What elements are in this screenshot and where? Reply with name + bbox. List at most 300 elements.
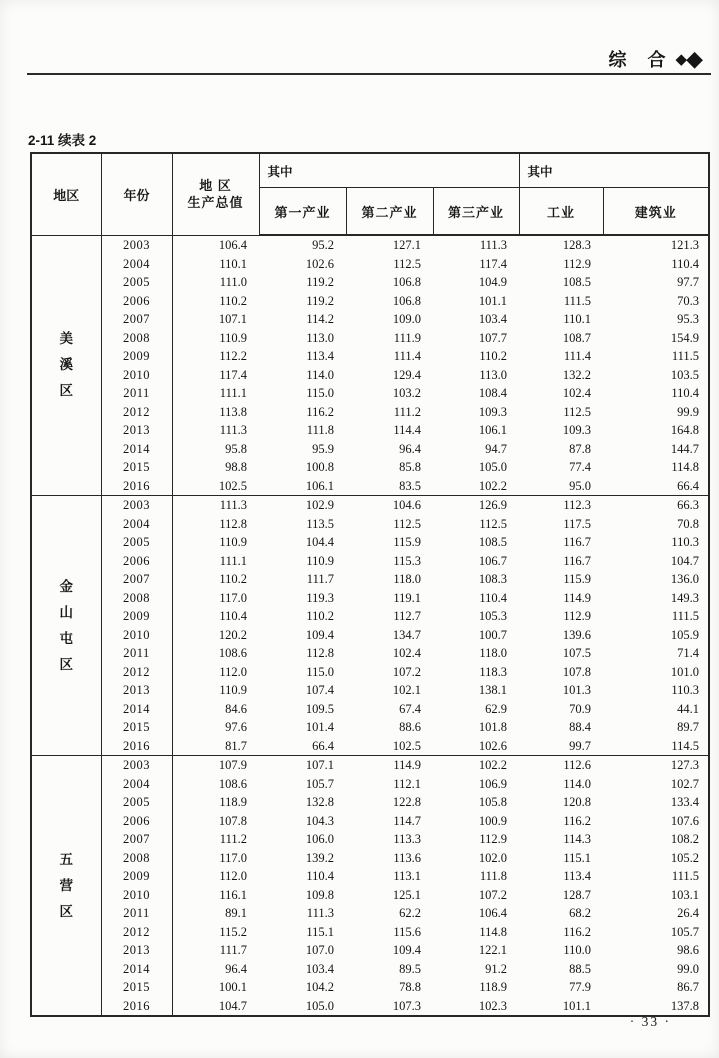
value-cell: 100.1 (218, 980, 247, 994)
year-cell: 2005 (101, 793, 172, 812)
value-cell: 89.5 (399, 961, 421, 976)
table-row (31, 830, 709, 849)
year-cell: 2008 (101, 849, 172, 868)
value-cell: 132.2 (562, 367, 592, 382)
value-cell: 104.7 (670, 553, 700, 568)
value-cell: 114.9 (393, 758, 421, 772)
year-cell: 2014 (101, 440, 172, 459)
table-row (31, 403, 709, 422)
value-cell: 113.4 (306, 349, 334, 363)
value-cell: 107.2 (478, 887, 508, 902)
value-cell: 111.3 (479, 238, 508, 252)
value-cell: 112.9 (479, 832, 508, 846)
value-cell: 139.2 (305, 850, 334, 865)
value-cell: 102.0 (478, 850, 508, 865)
value-cell: 115.3 (393, 553, 421, 568)
value-cell: 107.9 (218, 758, 247, 772)
year-cell: 2004 (101, 255, 172, 274)
value-cell: 111.7 (219, 943, 247, 957)
year-cell: 2012 (101, 923, 172, 942)
value-cell: 91.2 (485, 961, 508, 976)
region-block (31, 756, 709, 1017)
table-title: 2-11 续表 2 (28, 133, 97, 148)
value-cell: 68.2 (569, 906, 592, 920)
diamond-icon: ◆ (675, 51, 688, 68)
value-cell: 112.1 (393, 776, 421, 791)
value-cell: 118.3 (479, 664, 508, 679)
value-cell: 110.1 (219, 256, 247, 271)
value-cell: 111.7 (306, 572, 334, 586)
value-cell: 111.5 (671, 869, 700, 883)
value-cell: 108.5 (478, 535, 508, 549)
year-cell: 2009 (101, 347, 172, 366)
table-row (31, 347, 709, 366)
value-cell: 108.6 (218, 776, 247, 791)
value-cell: 112.2 (219, 349, 247, 363)
table-row (31, 960, 709, 979)
value-cell: 88.5 (569, 961, 592, 976)
value-cell: 107.0 (305, 943, 334, 957)
value-cell: 118.0 (479, 646, 508, 660)
table-row (31, 663, 709, 682)
table-row (31, 552, 709, 571)
value-cell: 112.6 (563, 758, 592, 772)
value-cell: 154.9 (670, 330, 700, 345)
value-cell: 119.2 (306, 293, 334, 308)
value-cell: 117.4 (219, 367, 247, 382)
table-row (31, 255, 709, 274)
value-cell: 101.1 (478, 293, 508, 308)
value-cell: 102.2 (478, 478, 508, 493)
value-cell: 105.3 (478, 609, 508, 623)
value-cell: 87.8 (569, 441, 592, 456)
value-cell: 112.5 (393, 516, 421, 531)
value-cell: 113.0 (306, 330, 334, 345)
value-cell: 95.8 (225, 441, 247, 456)
table-header (31, 153, 709, 235)
value-cell: 113.4 (563, 869, 592, 883)
value-cell: 110.9 (219, 683, 247, 697)
value-cell: 111.8 (479, 869, 508, 883)
value-cell: 105.0 (478, 460, 508, 474)
value-cell: 109.5 (305, 701, 334, 716)
section-title: 综 合 (608, 50, 674, 70)
value-cell: 106.4 (478, 906, 508, 920)
table-row (31, 849, 709, 868)
value-cell: 115.9 (563, 572, 592, 586)
header-rule (27, 73, 711, 75)
value-cell: 127.3 (670, 758, 700, 772)
value-cell: 83.5 (399, 478, 421, 493)
value-cell: 104.7 (218, 998, 247, 1013)
value-cell: 116.1 (219, 887, 247, 902)
value-cell: 111.5 (671, 609, 700, 623)
value-cell: 107.8 (562, 664, 592, 679)
value-cell: 103.5 (670, 367, 700, 382)
value-cell: 111.1 (219, 553, 247, 568)
value-cell: 105.7 (305, 776, 334, 791)
value-cell: 114.9 (563, 590, 592, 605)
value-cell: 113.1 (393, 869, 421, 883)
col-header-gdp (172, 153, 259, 235)
value-cell: 138.1 (478, 683, 508, 697)
year-cell: 2004 (101, 515, 172, 534)
value-cell: 96.4 (225, 961, 247, 976)
value-cell: 110.9 (306, 553, 334, 568)
value-cell: 89.1 (225, 906, 247, 920)
value-cell: 107.7 (478, 330, 508, 345)
value-cell: 113.3 (393, 832, 421, 846)
value-cell: 111.4 (563, 349, 592, 363)
year-cell: 2005 (101, 273, 172, 292)
diamond-icon: ◆ (686, 46, 703, 71)
value-cell: 134.7 (392, 627, 421, 642)
table-row (31, 589, 709, 608)
year-cell: 2008 (101, 589, 172, 608)
value-cell: 103.4 (478, 312, 508, 326)
table-row (31, 941, 709, 960)
header-row-top (31, 153, 709, 188)
table-row (31, 458, 709, 477)
table-row (31, 477, 709, 496)
year-cell: 2011 (101, 644, 172, 663)
value-cell: 116.2 (306, 404, 334, 419)
value-cell: 103.4 (305, 961, 334, 976)
region-block (31, 235, 709, 496)
value-cell: 71.4 (677, 646, 700, 660)
value-cell: 67.4 (399, 701, 421, 716)
value-cell: 108.3 (478, 572, 508, 586)
year-cell: 2006 (101, 552, 172, 571)
value-cell: 100.7 (478, 627, 508, 642)
value-cell: 77.4 (569, 460, 592, 474)
table-row (31, 235, 709, 255)
table-row (31, 644, 709, 663)
value-cell: 102.6 (305, 256, 334, 271)
table-row (31, 329, 709, 348)
value-cell: 105.9 (670, 627, 700, 642)
year-cell: 2004 (101, 775, 172, 794)
value-cell: 116.7 (563, 535, 592, 549)
value-cell: 88.6 (399, 720, 421, 734)
value-cell: 117.4 (479, 256, 508, 271)
value-cell: 149.3 (670, 590, 700, 605)
value-cell: 114.8 (479, 924, 508, 939)
value-cell: 112.5 (479, 516, 508, 531)
year-cell: 2015 (101, 718, 172, 737)
year-cell: 2012 (101, 403, 172, 422)
value-cell: 109.8 (305, 887, 334, 902)
value-cell: 112.9 (563, 609, 592, 623)
table-row (31, 812, 709, 831)
value-cell: 106.1 (305, 478, 334, 493)
table-row (31, 886, 709, 905)
value-cell: 110.9 (219, 330, 247, 345)
year-cell: 2012 (101, 663, 172, 682)
col-header-gdp-line2: 生产总值 (187, 195, 244, 211)
value-cell: 122.8 (392, 795, 421, 809)
col-header-gdp-line1: 地 区 (199, 178, 232, 194)
year-cell: 2007 (101, 830, 172, 849)
year-cell: 2010 (101, 366, 172, 385)
value-cell: 110.0 (563, 943, 592, 957)
value-cell: 106.1 (478, 423, 508, 437)
value-cell: 106.8 (392, 293, 421, 308)
value-cell: 102.2 (478, 758, 508, 772)
value-cell: 115.1 (563, 850, 592, 865)
value-cell: 115.9 (393, 535, 421, 549)
value-cell: 109.3 (562, 423, 592, 437)
value-cell: 137.8 (670, 998, 700, 1013)
value-cell: 88.4 (569, 720, 592, 734)
value-cell: 109.0 (392, 312, 421, 326)
value-cell: 117.0 (219, 850, 247, 865)
value-cell: 114.0 (563, 776, 592, 791)
table-row (31, 681, 709, 700)
value-cell: 107.8 (218, 813, 247, 828)
value-cell: 102.3 (478, 998, 508, 1013)
table-row (31, 533, 709, 552)
value-cell: 116.7 (563, 553, 592, 568)
value-cell: 98.6 (677, 943, 700, 957)
region-label-text: 美溪区 (59, 331, 73, 399)
table-row (31, 626, 709, 645)
value-cell: 114.4 (393, 423, 421, 437)
year-cell: 2010 (101, 886, 172, 905)
value-cell: 113.0 (479, 367, 508, 382)
value-cell: 128.7 (562, 887, 592, 902)
value-cell: 95.3 (677, 312, 700, 326)
value-cell: 139.6 (562, 627, 592, 642)
value-cell: 125.1 (392, 887, 421, 902)
value-cell: 106.4 (218, 237, 247, 252)
value-cell: 127.1 (392, 238, 421, 252)
col-header-among-gdp: 其中 (259, 153, 519, 188)
value-cell: 107.5 (562, 646, 592, 660)
value-cell: 114.0 (306, 367, 334, 382)
value-cell: 111.9 (393, 330, 421, 345)
year-cell: 2016 (101, 477, 172, 496)
value-cell: 112.9 (563, 256, 592, 271)
col-header-year: 年份 (101, 153, 172, 235)
value-cell: 99.7 (569, 738, 592, 753)
year-cell: 2010 (101, 626, 172, 645)
value-cell: 81.7 (225, 738, 247, 753)
col-header-secondary-industry: 第二产业 (346, 188, 433, 236)
statistics-table (30, 152, 710, 1017)
value-cell: 104.3 (305, 813, 334, 828)
value-cell: 108.2 (670, 832, 700, 846)
year-cell: 2014 (101, 700, 172, 719)
value-cell: 112.8 (306, 646, 334, 660)
table-row (31, 292, 709, 311)
year-cell: 2005 (101, 533, 172, 552)
year-cell: 2007 (101, 570, 172, 589)
value-cell: 104.6 (392, 498, 421, 512)
table-row (31, 421, 709, 440)
section-header (609, 46, 703, 72)
year-cell: 2006 (101, 812, 172, 831)
table-row (31, 997, 709, 1017)
value-cell: 110.4 (479, 590, 508, 605)
value-cell: 144.7 (670, 441, 700, 456)
value-cell: 106.7 (478, 553, 508, 568)
value-cell: 108.4 (478, 386, 508, 400)
value-cell: 103.1 (670, 887, 700, 902)
value-cell: 115.1 (306, 924, 334, 939)
value-cell: 97.7 (677, 275, 700, 289)
value-cell: 111.0 (219, 275, 247, 289)
value-cell: 110.4 (671, 256, 700, 271)
value-cell: 112.0 (219, 664, 247, 679)
value-cell: 26.4 (677, 906, 700, 920)
year-cell: 2014 (101, 960, 172, 979)
value-cell: 111.5 (563, 293, 592, 308)
value-cell: 102.6 (478, 738, 508, 753)
value-cell: 44.1 (677, 701, 700, 716)
value-cell: 118.9 (479, 980, 508, 994)
table-row (31, 440, 709, 459)
value-cell: 104.4 (305, 535, 334, 549)
value-cell: 101.4 (305, 720, 334, 734)
value-cell: 62.2 (399, 906, 421, 920)
value-cell: 110.4 (306, 869, 334, 883)
value-cell: 111.8 (306, 423, 334, 437)
value-cell: 120.8 (562, 795, 592, 809)
table-row (31, 366, 709, 385)
value-cell: 102.9 (305, 498, 334, 512)
value-cell: 109.4 (392, 943, 421, 957)
year-cell: 2003 (101, 496, 172, 515)
region-label (31, 496, 101, 756)
value-cell: 114.7 (393, 813, 421, 828)
value-cell: 111.3 (219, 423, 247, 437)
value-cell: 109.3 (478, 404, 508, 419)
value-cell: 97.6 (225, 720, 247, 734)
value-cell: 112.0 (219, 869, 247, 883)
year-cell: 2007 (101, 310, 172, 329)
value-cell: 109.4 (305, 627, 334, 642)
value-cell: 113.8 (219, 404, 247, 419)
value-cell: 119.3 (306, 590, 334, 605)
value-cell: 107.2 (392, 664, 421, 679)
value-cell: 70.9 (569, 701, 592, 716)
value-cell: 96.4 (399, 441, 421, 456)
value-cell: 118.0 (393, 572, 421, 586)
value-cell: 115.0 (306, 386, 334, 400)
table-row (31, 310, 709, 329)
table-row (31, 923, 709, 942)
table-row (31, 904, 709, 923)
value-cell: 107.4 (305, 683, 334, 697)
table-row (31, 607, 709, 626)
value-cell: 111.3 (306, 906, 334, 920)
year-cell: 2009 (101, 867, 172, 886)
value-cell: 104.2 (305, 980, 334, 994)
table-row (31, 793, 709, 812)
value-cell: 110.2 (479, 349, 508, 363)
value-cell: 120.2 (218, 627, 247, 642)
region-block (31, 496, 709, 756)
region-label (31, 756, 101, 1017)
value-cell: 112.3 (563, 498, 592, 512)
value-cell: 86.7 (677, 980, 700, 994)
value-cell: 99.9 (677, 404, 700, 419)
value-cell: 110.2 (219, 572, 247, 586)
table-row (31, 384, 709, 403)
value-cell: 111.2 (393, 404, 421, 419)
value-cell: 111.5 (671, 349, 700, 363)
value-cell: 126.9 (478, 498, 508, 512)
value-cell: 102.4 (392, 646, 421, 660)
value-cell: 110.3 (671, 535, 700, 549)
value-cell: 107.1 (218, 312, 247, 326)
value-cell: 100.8 (305, 460, 334, 474)
value-cell: 115.6 (393, 924, 421, 939)
value-cell: 128.3 (562, 238, 592, 252)
value-cell: 164.8 (670, 423, 700, 437)
value-cell: 107.6 (670, 813, 700, 828)
table-row (31, 978, 709, 997)
value-cell: 121.3 (670, 238, 700, 252)
value-cell: 112.5 (563, 404, 592, 419)
value-cell: 111.1 (219, 386, 247, 400)
value-cell: 111.3 (219, 498, 247, 512)
value-cell: 119.1 (393, 590, 421, 605)
value-cell: 101.3 (562, 683, 592, 697)
value-cell: 118.9 (219, 795, 247, 809)
value-cell: 102.5 (218, 478, 247, 493)
value-cell: 95.0 (569, 478, 592, 493)
table-row (31, 273, 709, 292)
value-cell: 105.2 (670, 850, 700, 865)
value-cell: 95.2 (312, 238, 334, 252)
value-cell: 112.8 (219, 516, 247, 531)
table-row (31, 700, 709, 719)
region-label-text: 五营区 (59, 851, 73, 919)
value-cell: 66.4 (677, 478, 700, 493)
value-cell: 133.4 (670, 795, 700, 809)
year-cell: 2015 (101, 978, 172, 997)
value-cell: 78.8 (399, 980, 421, 994)
year-cell: 2016 (101, 997, 172, 1017)
value-cell: 110.3 (671, 683, 700, 697)
col-header-primary-industry: 第一产业 (259, 188, 346, 236)
value-cell: 110.4 (219, 609, 247, 623)
year-cell: 2009 (101, 607, 172, 626)
value-cell: 110.9 (219, 535, 247, 549)
value-cell: 98.8 (225, 460, 247, 474)
value-cell: 108.7 (562, 330, 592, 345)
value-cell: 70.3 (677, 293, 700, 308)
value-cell: 106.0 (305, 832, 334, 846)
year-cell: 2016 (101, 737, 172, 756)
value-cell: 101.0 (670, 664, 700, 679)
value-cell: 116.2 (563, 924, 592, 939)
year-cell: 2013 (101, 421, 172, 440)
value-cell: 105.0 (305, 998, 334, 1013)
value-cell: 108.5 (562, 275, 592, 289)
col-header-tertiary-industry: 第三产业 (433, 188, 519, 236)
year-cell: 2008 (101, 329, 172, 348)
table-row (31, 515, 709, 534)
value-cell: 102.5 (392, 738, 421, 753)
value-cell: 114.8 (671, 460, 700, 474)
value-cell: 122.1 (478, 943, 508, 957)
value-cell: 104.9 (478, 275, 508, 289)
value-cell: 66.4 (312, 738, 334, 753)
value-cell: 113.6 (393, 850, 421, 865)
